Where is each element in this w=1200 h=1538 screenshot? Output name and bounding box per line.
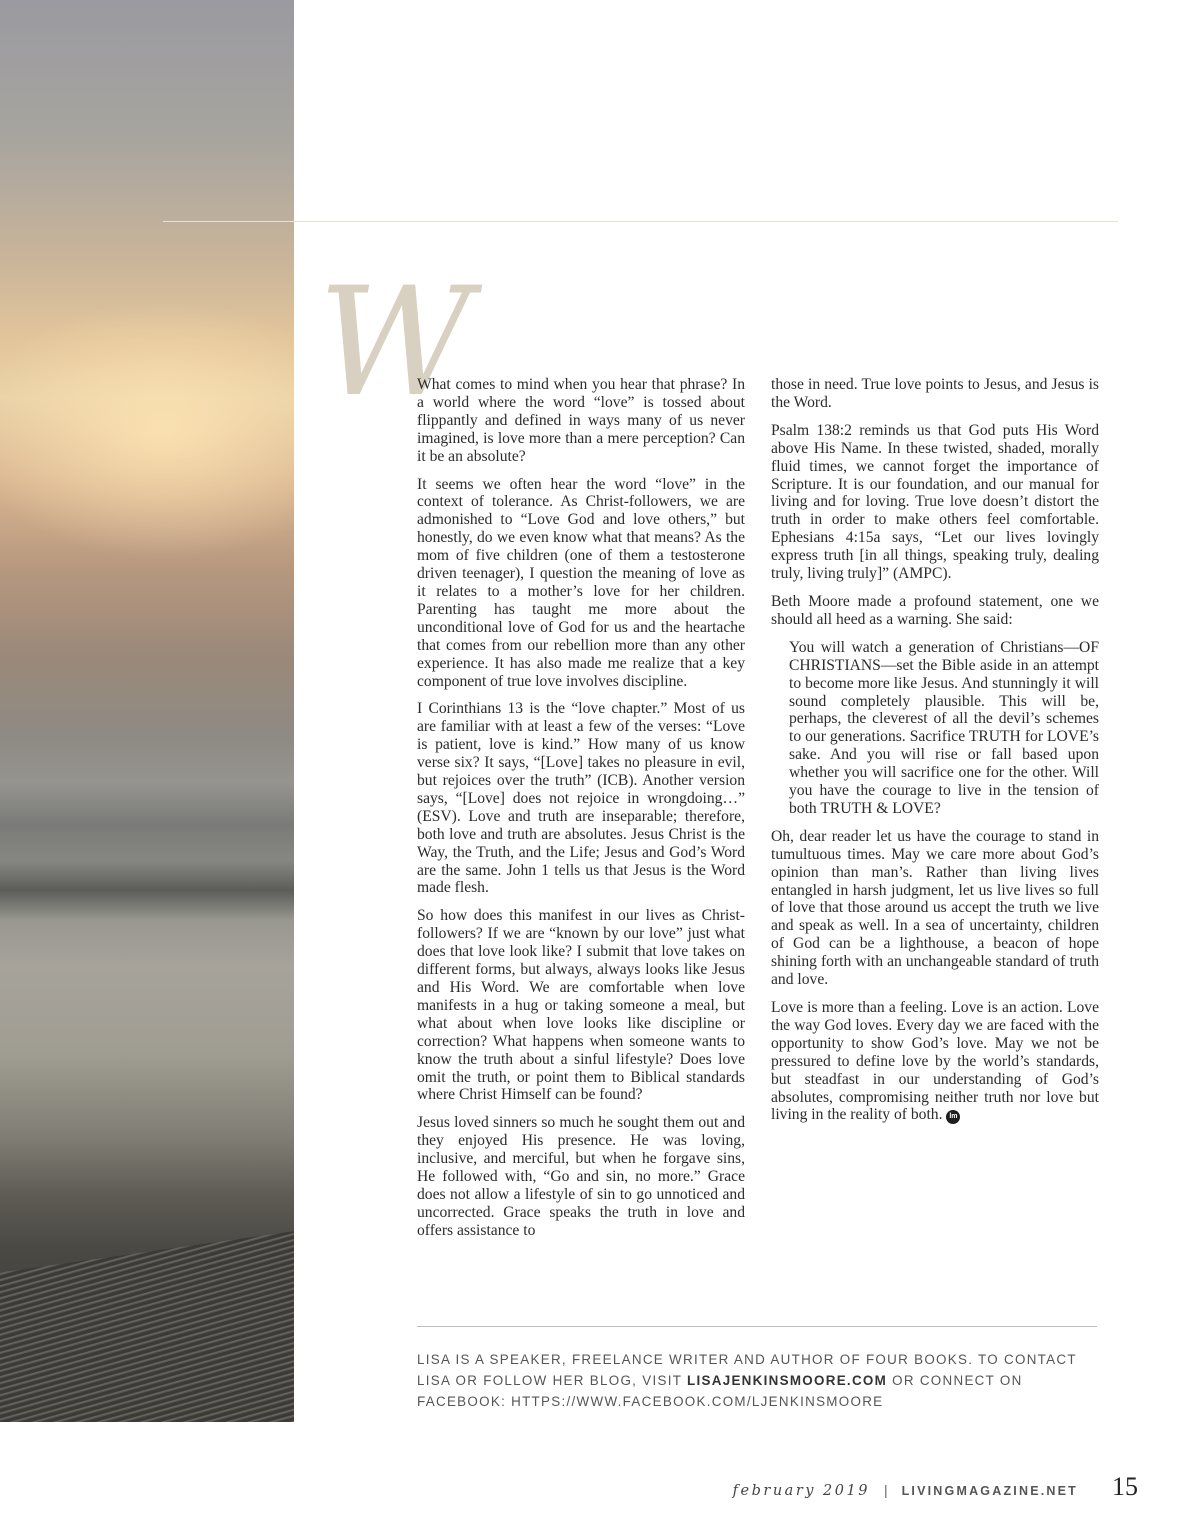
bio-text-2: OR CONNECT ON FACEBOOK: HTTPS://WWW.FACEBOOK.COM/LJENKINSMOORE [417,1373,1023,1409]
magazine-site: LIVINGMAGAZINE.NET [901,1484,1078,1498]
paragraph: Beth Moore made a profound statement, one we should all heed as a warning. She said: [771,592,1099,628]
open-book-pages [0,1225,294,1422]
issue-date: february 2019 [732,1483,870,1499]
paragraph: I Corinthians 13 is the “love chapter.” Most of us are familiar with at least a few of the verses: “Love is patient, love is kind.” How many of us know verse six? It says, “[Love] takes no pleasure in evil, but rejoices over the truth” (ICB). Another version says, “[Love] does not rejoice in wrongdoing…” (ESV). Love and truth are inseparable; therefore, both love and truth are absolutes. Jesus Christ is the Way, the Truth, and the Life; Jesus and God’s Word are the same. John 1 tells us that Jesus is the Word made flesh. [417,700,745,897]
page-footer [733,1472,1138,1502]
author-bio [417,1349,1087,1412]
paragraph: Jesus loved sinners so much he sought them out and they enjoyed His presence. He was loving, inclusive, and merciful, but when he forgave sins, He followed with, “Go and sin, no more.” Grace does not allow a lifestyle of sin to go unnoticed and uncorrected. Grace speaks the truth in love and offers assistance to [417,1114,745,1239]
sun-glow [0,300,294,560]
drop-cap: W [318,256,473,430]
bio-divider [417,1326,1097,1327]
closing-text: Love is more than a feeling. Love is an action. Love the way God loves. Every day we are faced with the opportunity to show God’s love. May we not be pressured to define love by the world’s standards, but steadfast in our understanding of God’s absolutes, compromising neither truth nor love but living in the reality of both. [771,999,1099,1124]
sunset-photo [0,0,294,1422]
blog-link[interactable]: LISAJENKINSMOORE.COM [687,1373,888,1388]
footer-separator: | [883,1482,888,1498]
closing-paragraph [771,999,1099,1124]
horizon-band [0,860,294,920]
end-mark-icon: lm [946,1110,960,1124]
top-divider [163,221,1118,222]
paragraph: So how does this manifest in our lives as Christ-followers? If we are “known by our love” just what does that love look like? I submit that love takes on different forms, but always, always looks like Jesus and His Word. We are comfortable when love manifests in a hug or taking someone a meal, but what about when love looks like discipline or correction? What happens when someone wants to know the truth about a sinful lifestyle? Does love omit the truth, or point them to Biblical standards where Christ Himself can be found? [417,907,745,1104]
bio-text: LISA IS A SPEAKER, FREELANCE WRITER AND AUTHOR OF FOUR BOOKS. TO CONTACT LISA OR FOLLOW HER BLOG, VISIT [417,1352,1077,1388]
article-column-2 [771,376,1099,1134]
paragraph: What comes to mind when you hear that phrase? In a world where the word “love” is tossed about flippantly and defined in ways many of us never imagined, is love more than a mere perception? Can it be an absolute? [417,376,745,465]
paragraph: those in need. True love points to Jesus, and Jesus is the Word. [771,376,1099,411]
article-column-1 [417,376,745,1250]
paragraph: Psalm 138:2 reminds us that God puts His Word above His Name. In these twisted, shaded, morally fluid times, we cannot forget the importance of Scripture. It is our foundation, and our manual for living and for loving. True love doesn’t distort the truth in order to make others feel comfortable. Ephesians 4:15a says, “Let our lives lovingly express truth [in all things, speaking truly, dealing truly, living truly]” (AMPC). [771,421,1099,583]
paragraph: It seems we often hear the word “love” in the context of tolerance. As Christ-followers, we are admonished to “Love God and love others,” but honestly, do we even know what that means? As the mom of five children (one of them a testosterone driven teenager), I question the meaning of love as it relates to a mother’s love for her children. Parenting has taught me more about the unconditional love of God for us and the heartache that comes from our rebellion more than any other experience. It has also made me realize that a key component of true love involves discipline. [417,475,745,690]
paragraph: Oh, dear reader let us have the courage to stand in tumultuous times. May we care more about God’s opinion than man’s. Rather than living lives entangled in harsh judgment, let us live lives so full of love that those around us accept the truth we live and speak as well. In a sea of uncertainty, children of God can be a lighthouse, a beacon of hope shining forth with an unchangeable standard of truth and love. [771,827,1099,989]
beth-moore-quote: You will watch a generation of Christians—OF CHRISTIANS—set the Bible aside in an attempt to become more like Jesus. And stunningly it will sound completely plausible. This will be, perhaps, the cleverest of all the devil’s schemes to our generations. Sacrifice TRUTH for LOVE’s sake. And you will rise or fall based upon whether you will sacrifice one for the other. Will you have the courage to live in the tension of both TRUTH & LOVE? [789,638,1099,817]
page-number: 15 [1112,1472,1138,1501]
